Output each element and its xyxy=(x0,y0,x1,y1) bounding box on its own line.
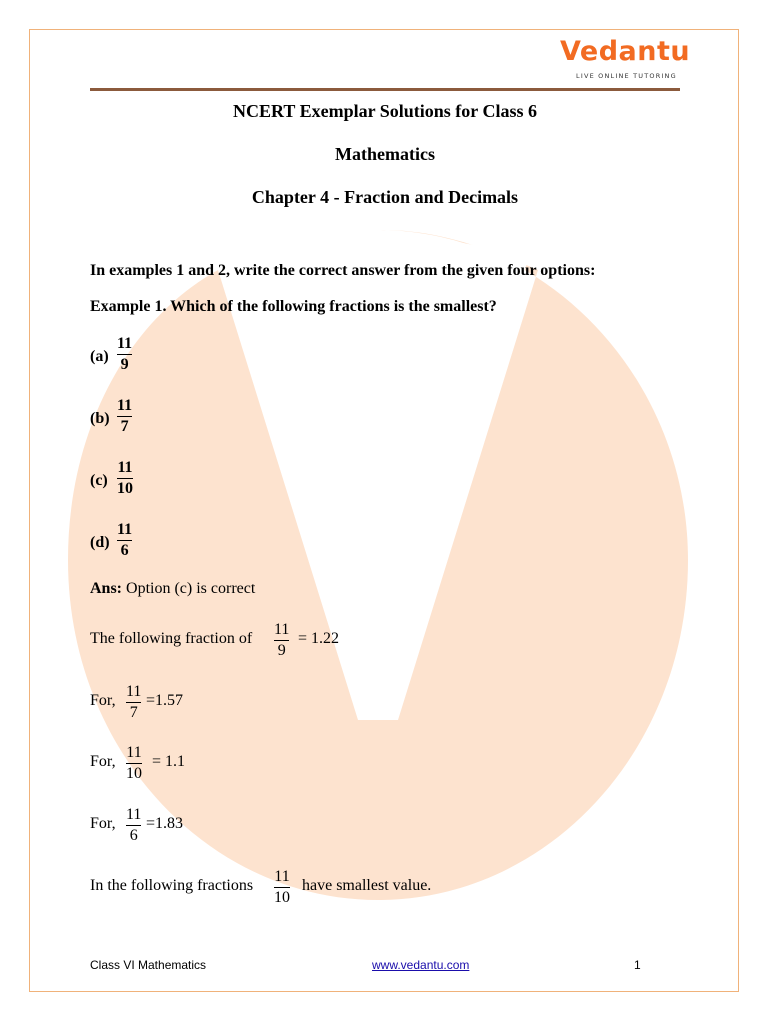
working-lead: For, xyxy=(90,753,116,770)
fraction xyxy=(126,743,142,784)
document-title: NCERT Exemplar Solutions for Class 6 xyxy=(233,101,537,121)
fraction xyxy=(274,620,289,661)
fraction xyxy=(117,458,133,499)
numerator: 11 xyxy=(126,683,142,700)
denominator: 7 xyxy=(129,704,138,721)
numerator: 11 xyxy=(117,397,133,414)
footer-website xyxy=(372,958,469,972)
denominator: 6 xyxy=(120,542,129,559)
fraction xyxy=(274,867,290,908)
working-result: =1.57 xyxy=(146,692,184,709)
fraction xyxy=(126,682,141,723)
denominator: 7 xyxy=(120,418,129,435)
page-number: 1 xyxy=(634,958,641,972)
numerator: 11 xyxy=(274,868,290,885)
answer-prefix: Ans: xyxy=(90,580,123,597)
numerator: 11 xyxy=(117,521,133,538)
denominator: 9 xyxy=(277,642,286,659)
conclusion-line xyxy=(90,867,650,915)
option-label: (c) xyxy=(90,472,108,489)
working-result: =1.83 xyxy=(146,815,184,832)
option-label: (b) xyxy=(90,410,110,427)
numerator: 11 xyxy=(126,744,142,761)
vedantu-logo xyxy=(560,36,690,86)
denominator: 10 xyxy=(274,889,290,906)
working-result: = 1.22 xyxy=(298,630,340,647)
working-lead: The following fraction of xyxy=(90,630,253,647)
working-result: = 1.1 xyxy=(152,753,186,770)
instruction-text: In examples 1 and 2, write the correct answer from the given four options: xyxy=(90,262,596,279)
answer-text: Option (c) is correct xyxy=(122,580,256,597)
fraction xyxy=(117,334,132,375)
conclusion-tail: have smallest value. xyxy=(302,877,432,894)
option-label: (a) xyxy=(90,348,109,365)
numerator: 11 xyxy=(117,335,133,352)
conclusion-lead: In the following fractions xyxy=(90,877,254,894)
working-lead: For, xyxy=(90,692,116,709)
example-question: Example 1. Which of the following fractions is the smallest? xyxy=(90,298,497,315)
chapter-title: Chapter 4 - Fraction and Decimals xyxy=(251,187,519,207)
answer-line xyxy=(90,580,255,602)
fraction xyxy=(117,396,132,437)
logo-wordmark: Vedantu xyxy=(560,36,691,67)
website-link[interactable]: www.vedantu.com xyxy=(372,958,470,972)
denominator: 10 xyxy=(117,480,133,497)
fraction xyxy=(117,520,132,561)
subject-title: Mathematics xyxy=(335,144,435,164)
fraction xyxy=(126,805,141,846)
numerator: 11 xyxy=(117,459,133,476)
logo-tagline: LIVE ONLINE TUTORING xyxy=(576,72,677,80)
denominator: 10 xyxy=(126,765,142,782)
numerator: 11 xyxy=(126,806,142,823)
working-lead: For, xyxy=(90,815,116,832)
denominator: 9 xyxy=(120,356,129,373)
option-label: (d) xyxy=(90,534,110,551)
header-rule xyxy=(90,88,680,91)
denominator: 6 xyxy=(129,827,138,844)
footer-class-label: Class VI Mathematics xyxy=(90,958,207,972)
numerator: 11 xyxy=(274,621,290,638)
